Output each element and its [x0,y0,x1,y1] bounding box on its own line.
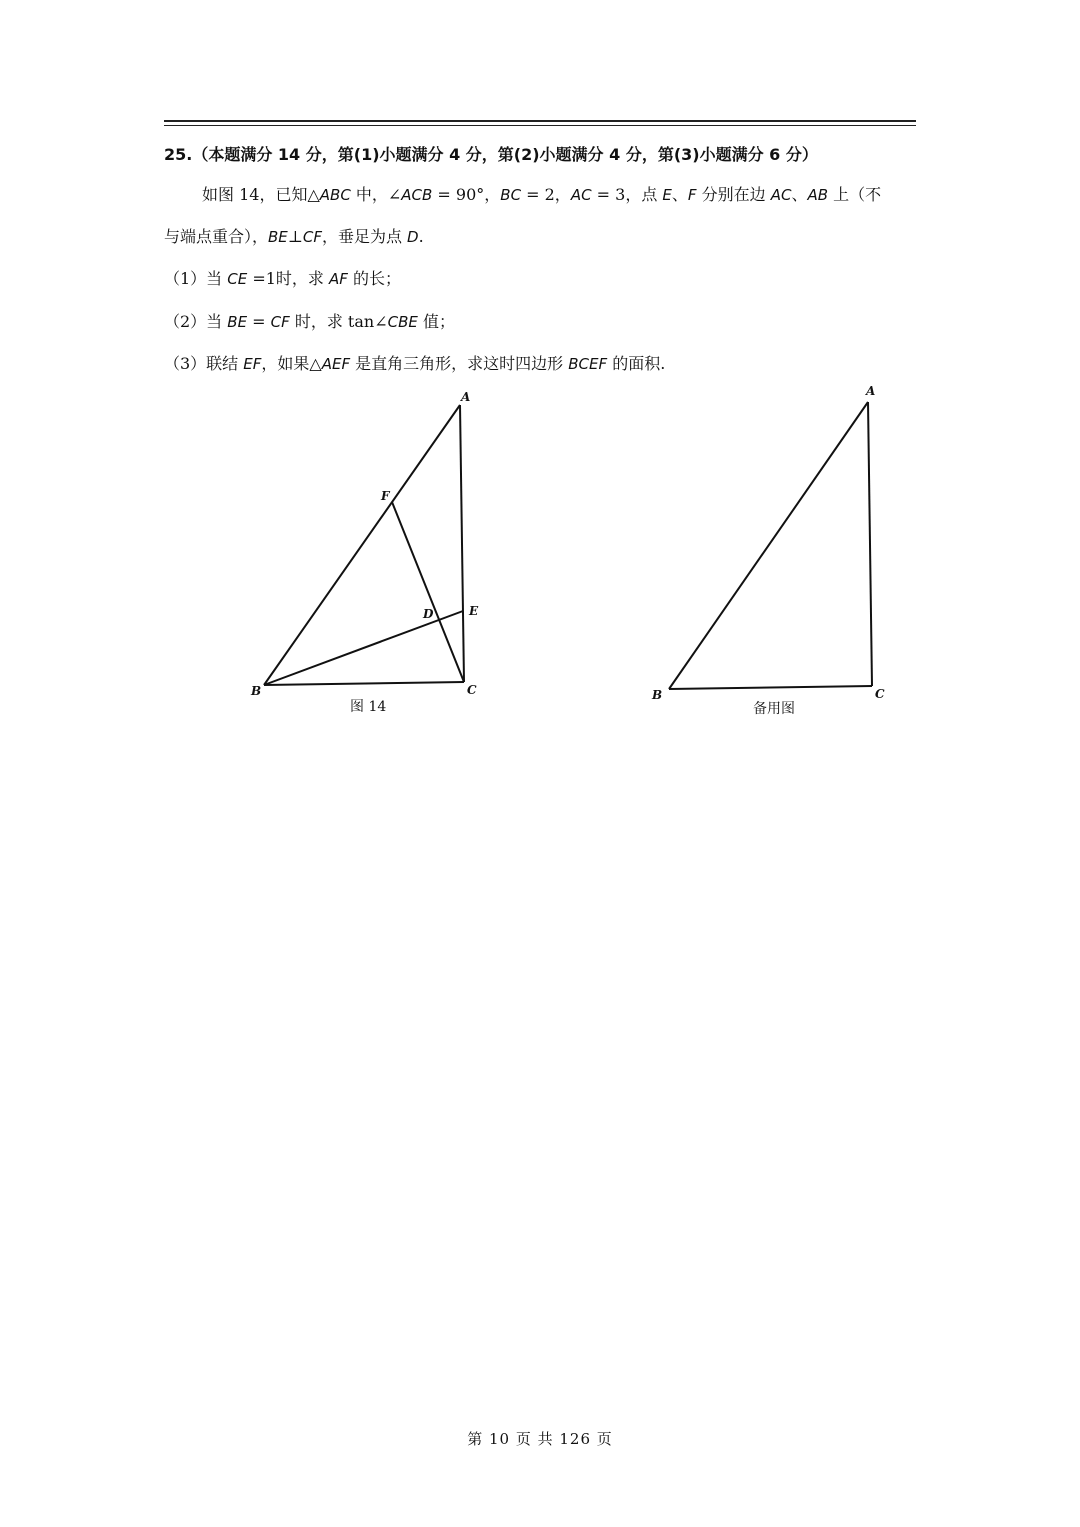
segment-ab [264,405,460,685]
spare-figure-diagram [669,402,872,689]
segment-be [264,611,463,685]
spare-label-A: A [866,384,876,398]
page-footer: 第 10 页 共 126 页 [467,1430,613,1448]
figure-14-caption: 图 14 [350,699,387,715]
spare-segment-ac [868,402,872,686]
label-B: B [251,684,262,698]
spare-label-C: C [875,687,885,701]
label-E: E [469,604,479,618]
question-number: 25. [164,145,193,164]
segment-ac [460,405,464,682]
sub-question-2: （2）当 BE = CF 时，求 tan∠CBE 值； [164,312,455,331]
label-D: D [423,607,434,621]
spare-segment-ab [669,402,868,689]
spare-segment-bc [669,686,872,689]
segment-bc [264,682,464,685]
label-F: F [381,489,390,503]
segment-cf [392,502,464,682]
label-A: A [461,390,471,404]
points-note: （本题满分 14 分，第(1)小题满分 4 分，第(2)小题满分 4 分，第(3)小题满分 6 分） [192,145,818,164]
figure-14-diagram [0,0,1080,760]
question-stem-line-2: 与端点重合），BE⊥CF，垂足为点 D. [164,227,424,246]
spare-label-B: B [652,688,663,702]
question-stem-line-1: 如图 14，已知△ABC 中，∠ACB = 90°，BC = 2，AC = 3，点 E、F 分别在边 AC、AB 上（不 [202,185,882,204]
spare-figure-caption: 备用图 [753,701,795,717]
sub-question-3: （3）联结 EF，如果△AEF 是直角三角形，求这时四边形 BCEF 的面积. [164,354,666,373]
label-C: C [467,683,477,697]
sub-question-1: （1）当 CE =1时，求 AF 的长； [164,269,401,288]
